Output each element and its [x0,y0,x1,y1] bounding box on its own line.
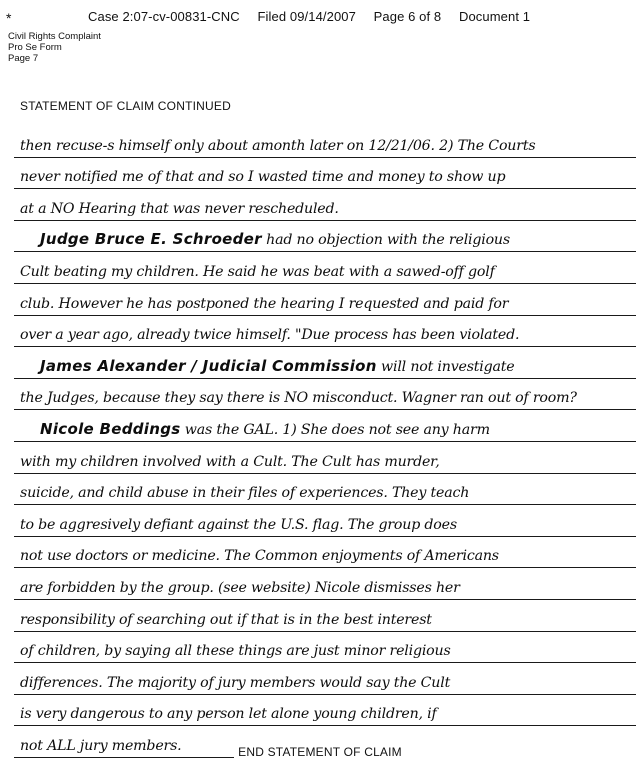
form-title: Civil Rights Complaint [8,31,101,42]
claim-line [14,347,636,379]
claim-line-text: at a NO Hearing that was never rescheduled. [20,200,339,217]
claim-line [14,189,636,221]
claim-line [14,695,636,727]
filing-header [88,9,544,24]
claim-line-text: Nicole Beddings was the GAL. 1) She does not see any harm [40,419,490,438]
claim-line-text: differences. The majority of jury members would say the Cult [20,674,451,691]
claim-line-text: the Judges, because they say there is NO misconduct. Wagner ran out of room? [20,390,577,407]
claim-line-text: not use doctors or medicine. The Common enjoyments of Americans [20,548,499,565]
claim-line-text: to be aggresively defiant against the U.S. flag. The group does [20,516,457,533]
form-page: Page 7 [8,53,39,64]
claim-line-text: Judge Bruce E. Schroeder had no objection with the religious [40,230,510,249]
page-number: Page 6 of 8 [373,9,442,24]
document-number: Document 1 [458,9,531,24]
end-title: END STATEMENT OF CLAIM [238,745,402,759]
case-number: Case 2:07-cv-00831-CNC [88,9,240,24]
person-name: Nicole Beddings [40,419,181,438]
form-label [8,31,101,64]
person-name: Judge Bruce E. Schroeder [40,230,262,249]
claim-line-text: club. However he has postponed the hearing I requested and paid for [20,295,509,312]
claim-line [14,410,636,442]
claim-line [14,537,636,569]
claim-line-text: James Alexander / Judicial Commission will not investigate [40,356,515,375]
corner-mark: * [6,10,12,26]
claim-line [14,663,636,695]
claim-line [14,379,636,411]
claim-line [14,442,636,474]
claim-line-text: is very dangerous to any person let alone young children, if [20,706,437,723]
claim-line [14,474,636,506]
claim-body [14,126,636,758]
section-title: STATEMENT OF CLAIM CONTINUED [20,99,231,113]
claim-line-text: Cult beating my children. He said he was beat with a sawed-off golf [20,263,495,280]
claim-line [14,284,636,316]
claim-line-text: not ALL jury members. [20,737,182,754]
claim-line [14,252,636,284]
claim-line [14,568,636,600]
claim-line [14,126,636,158]
claim-line [14,505,636,537]
claim-line [14,632,636,664]
claim-line-text: responsibility of searching out if that is in the best interest [20,611,432,628]
claim-line-text: of children, by saying all these things are just minor religious [20,643,451,660]
form-subtitle: Pro Se Form [8,42,62,53]
claim-line-text: with my children involved with a Cult. The Cult has murder, [20,453,440,470]
claim-line-text: never notified me of that and so I wasted time and money to show up [20,169,506,186]
claim-line [14,600,636,632]
filed-date: Filed 09/14/2007 [257,9,356,24]
person-name: James Alexander / Judicial Commission [40,356,377,375]
claim-line [14,221,636,253]
claim-line-text: suicide, and child abuse in their files of experiences. They teach [20,485,470,502]
claim-line [14,316,636,348]
claim-line [14,158,636,190]
claim-line-text: over a year ago, already twice himself. "Due process has been violated. [20,327,520,344]
claim-line-text: are forbidden by the group. (see website) Nicole dismisses her [20,579,460,596]
claim-line-text: then recuse-s himself only about amonth later on 12/21/06. 2) The Courts [20,137,536,154]
